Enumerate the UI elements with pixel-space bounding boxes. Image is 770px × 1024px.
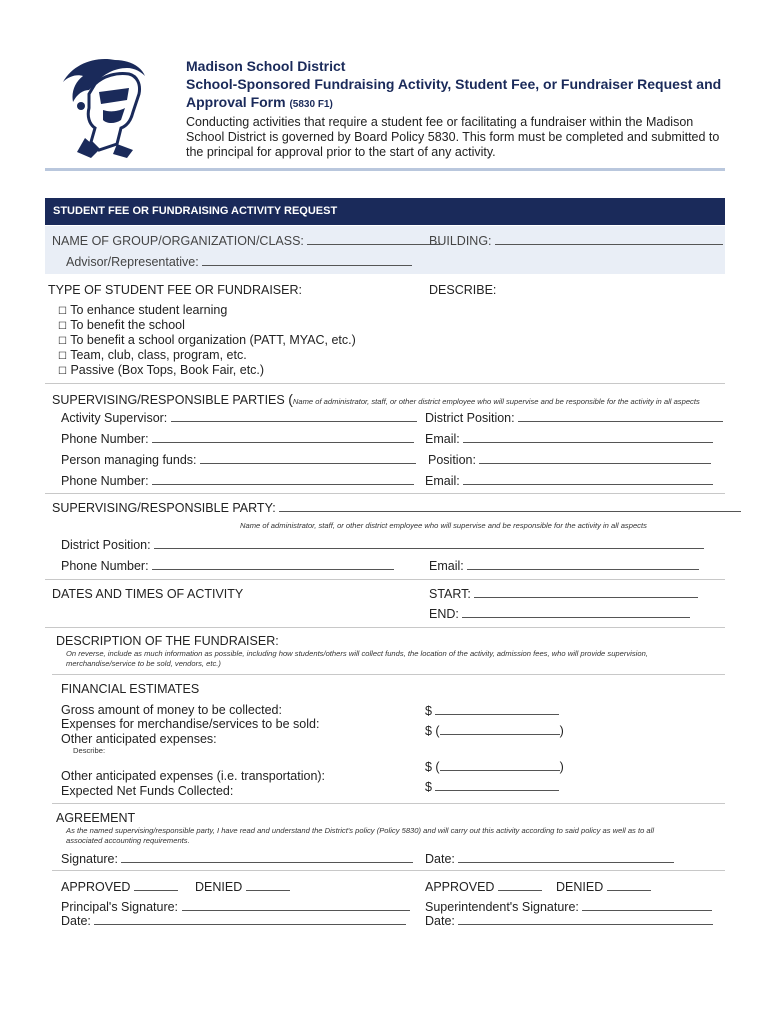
superintendent-signature-field[interactable]: Superintendent's Signature: [425, 900, 712, 914]
type-option-2[interactable]: ☐ To benefit a school organization (PATT, MYAC, etc.) [58, 333, 356, 347]
checkbox-icon: ☐ [58, 321, 67, 332]
form-title-line1: School-Sponsored Fundraising Activity, Student Fee, or Fundraiser Request and [186, 76, 722, 92]
description-label: DESCRIPTION OF THE FUNDRAISER: [56, 634, 279, 648]
intro-line3: the principal for approval prior to the start of any activity. [186, 145, 496, 159]
section-bar-title: STUDENT FEE OR FUNDRAISING ACTIVITY REQUEST [53, 205, 338, 217]
principal-signature-field[interactable]: Principal's Signature: [61, 900, 410, 914]
checkbox-icon: ☐ [58, 366, 67, 377]
divider [45, 383, 725, 384]
supervising-note: Name of administrator, staff, or other district employee who will supervise and be responsible for the activity in all aspects [292, 397, 700, 406]
phone1-field[interactable]: Phone Number: [61, 432, 414, 446]
other-label: Other anticipated expenses: [61, 732, 217, 746]
agreement-note-2: associated accounting requirements. [66, 836, 190, 845]
type-option-0[interactable]: ☐ To enhance student learning [58, 303, 228, 317]
type-option-3[interactable]: ☐ Team, club, class, program, etc. [58, 348, 247, 362]
party-field[interactable]: SUPERVISING/RESPONSIBLE PARTY: [52, 501, 741, 515]
supervising-label: SUPERVISING/RESPONSIBLE PARTIES [52, 393, 285, 407]
start-field[interactable]: START: [429, 587, 698, 601]
describe-label: Describe: [73, 746, 106, 755]
expenses-label: Expenses for merchandise/services to be sold: [61, 717, 320, 731]
party-note: Name of administrator, staff, or other district employee who will supervise and be responsible for the activity in all aspects [240, 521, 647, 530]
signature-date-field[interactable]: Date: [425, 852, 674, 866]
email1-field[interactable]: Email: [425, 432, 713, 446]
party-email-field[interactable]: Email: [429, 559, 699, 573]
other-transport-label: Other anticipated expenses (i.e. transportation): [61, 769, 326, 783]
header-divider [45, 168, 725, 171]
intro-line1: Conducting activities that require a student fee or facilitating a fundraiser within the Madison [186, 115, 694, 129]
divider [52, 803, 725, 804]
email2-field[interactable]: Email: [425, 474, 713, 488]
gross-amount-field[interactable]: $ [425, 704, 559, 718]
district-position-field[interactable]: District Position: [425, 411, 723, 425]
section-bar [45, 198, 725, 225]
supervising-heading: SUPERVISING/RESPONSIBLE PARTIES (Name of administrator, staff, or other district employee who will supervise and be responsible for the activity in all aspects [52, 391, 700, 407]
form-title-line2 [186, 93, 333, 114]
description-note-1: On reverse, include as much information as possible, including how students/others will collect funds, the location of the activity, admission fees, who will provide supervision, [66, 649, 648, 658]
divider [52, 674, 725, 675]
divider [45, 493, 725, 494]
principal-denied-field[interactable]: DENIED [195, 880, 290, 894]
party-position-field[interactable]: District Position: [61, 538, 704, 552]
describe-label: DESCRIBE: [429, 283, 497, 297]
divider [52, 870, 725, 871]
superintendent-date-field[interactable]: Date: [425, 914, 713, 928]
agreement-label: AGREEMENT [56, 811, 136, 825]
person-funds-field[interactable]: Person managing funds: [61, 453, 416, 467]
phone2-field[interactable]: Phone Number: [61, 474, 414, 488]
form-title-text: Approval Form [186, 94, 286, 110]
divider [45, 579, 725, 580]
intro-line2: School District is governed by Board Policy 5830. This form must be completed and submitted to [186, 130, 720, 144]
super-approved-field[interactable]: APPROVED [425, 880, 542, 894]
financial-label: FINANCIAL ESTIMATES [61, 682, 200, 696]
principal-date-field[interactable]: Date: [61, 914, 406, 928]
group-name-label: NAME OF GROUP/ORGANIZATION/CLASS: [52, 234, 304, 248]
building-label: BUILDING: [429, 234, 492, 248]
advisor-field[interactable] [66, 255, 412, 269]
divider [45, 627, 725, 628]
principal-approved-field[interactable]: APPROVED [61, 880, 178, 894]
super-denied-field[interactable]: DENIED [556, 880, 651, 894]
district-name: Madison School District [186, 58, 346, 74]
gross-label: Gross amount of money to be collected: [61, 703, 282, 717]
type-option-1[interactable]: ☐ To benefit the school [58, 318, 185, 332]
type-label: TYPE OF STUDENT FEE OR FUNDRAISER: [48, 283, 302, 297]
activity-supervisor-field[interactable]: Activity Supervisor: [61, 411, 417, 425]
district-logo [55, 54, 150, 159]
expenses-amount-field[interactable]: $ ( ) [425, 724, 564, 738]
net-label: Expected Net Funds Collected: [61, 784, 234, 798]
signature-field[interactable]: Signature: [61, 852, 413, 866]
checkbox-icon: ☐ [58, 336, 67, 347]
advisor-label: Advisor/Representative: [66, 255, 199, 269]
dates-label: DATES AND TIMES OF ACTIVITY [52, 587, 244, 601]
group-name-field[interactable] [52, 234, 440, 248]
net-amount-field[interactable]: $ [425, 780, 559, 794]
checkbox-icon: ☐ [58, 306, 67, 317]
position-field[interactable]: Position: [428, 453, 711, 467]
description-note-2: merchandise/service to be sold, vendors, etc.) [66, 659, 221, 668]
transport-amount-field[interactable]: $ ( ) [425, 760, 564, 774]
agreement-note-1: As the named supervising/responsible party, I have read and understand the District's policy (Policy 5830) and will carry out this activity according to said policy as well as to all [66, 826, 654, 835]
form-code: (5830 F1) [289, 99, 333, 110]
building-field[interactable] [429, 234, 723, 248]
checkbox-icon: ☐ [58, 351, 67, 362]
end-field[interactable]: END: [429, 607, 690, 621]
party-phone-field[interactable]: Phone Number: [61, 559, 394, 573]
type-option-4[interactable]: ☐ Passive (Box Tops, Book Fair, etc.) [58, 363, 265, 377]
